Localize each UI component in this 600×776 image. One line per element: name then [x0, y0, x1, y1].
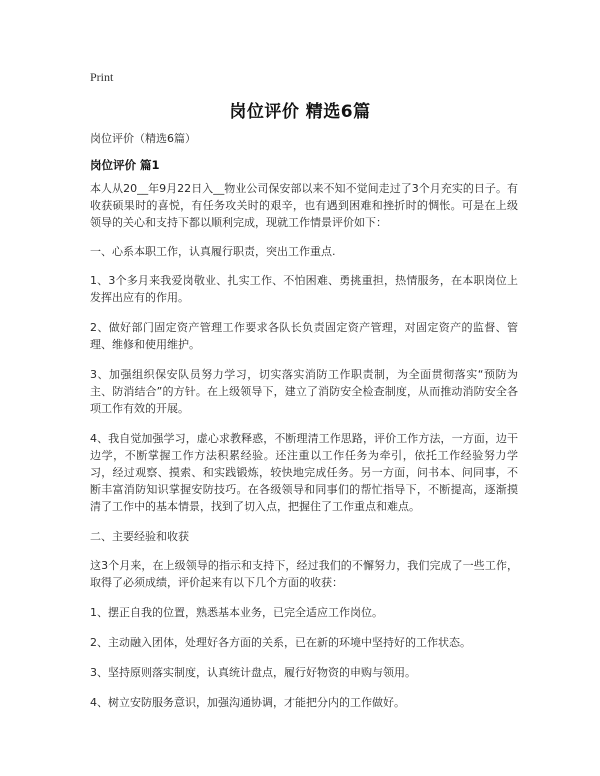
paragraph-item-3: 3、加强组织保安队员努力学习，切实落实消防工作职责制，为全面贯彻落实“预防为主、防消结合”的方针。在上级领导下，建立了消防安全检查制度，从而推动消防安全各项工作有效的开展。: [90, 368, 518, 415]
paragraph-heading-1: 一、心系本职工作，认真履行职责，突出工作重点.: [90, 245, 336, 258]
paragraph-item-4: 4、我自觉加强学习，虚心求教释惑，不断理清工作思路，评价工作方法，一方面，边干边学，不断掌握工作方法积累经验。还注重以工作任务为牵引，依托工作经验努力学习，经过观察、摸索、和实践锻炼，较快地完成任务。另一方面，问书本、问同事，不断丰富消防知识掌握安防技巧。在各级领导和同事们的帮忙指导下，不断提高，逐渐摸清了工作中的基本情景，找到了切入点，把握住了工作重点和难点。: [90, 432, 518, 513]
paragraph-gain-2: 2、主动融入团体，处理好各方面的关系，已在新的环境中坚持好的工作状态。: [90, 636, 471, 649]
paragraph-gain-4: 4、树立安防服务意识，加强沟通协调，才能把分内的工作做好。: [90, 696, 405, 709]
document-body: [90, 130, 518, 724]
paragraph-heading-2: 二、主要经验和收获: [90, 530, 189, 543]
paragraph-item-2: 2、做好部门固定资产管理工作要求各队长负责固定资产管理，对固定资产的监督、管理、维修和使用维护。: [90, 321, 518, 351]
paragraph-summary: 这3个月来，在上级领导的指示和支持下，经过我们的不懈努力，我们完成了一些工作，取得了必须成绩，评价起来有以下几个方面的收获：: [90, 559, 518, 589]
paragraph-gain-1: 1、摆正自我的位置，熟悉基本业务，已完全适应工作岗位。: [90, 606, 383, 619]
paragraph-gain-3: 3、坚持原则落实制度，认真统计盘点，履行好物资的申购与领用。: [90, 666, 416, 679]
section-heading: 岗位评价 篇1: [90, 158, 160, 172]
paragraph-intro: 本人从20__年9月22日入__物业公司保安部以来不知不觉间走过了3个月充实的日子。有收获硕果时的喜悦，有任务攻关时的艰辛，也有遇到困难和挫折时的惆怅。可是在上级领导的关心和支持下都以顺利完成，现就工作情景评价如下：: [90, 182, 518, 229]
paragraph-item-1: 1、3个多月来我爱岗敬业、扎实工作、不怕困难、勇挑重担，热情服务，在本职岗位上发挥出应有的作用。: [90, 274, 518, 304]
document-title: 岗位评价 精选6篇: [229, 102, 371, 122]
document-subtitle: 岗位评价（精选6篇）: [90, 132, 196, 145]
print-link[interactable]: Print: [90, 70, 114, 84]
